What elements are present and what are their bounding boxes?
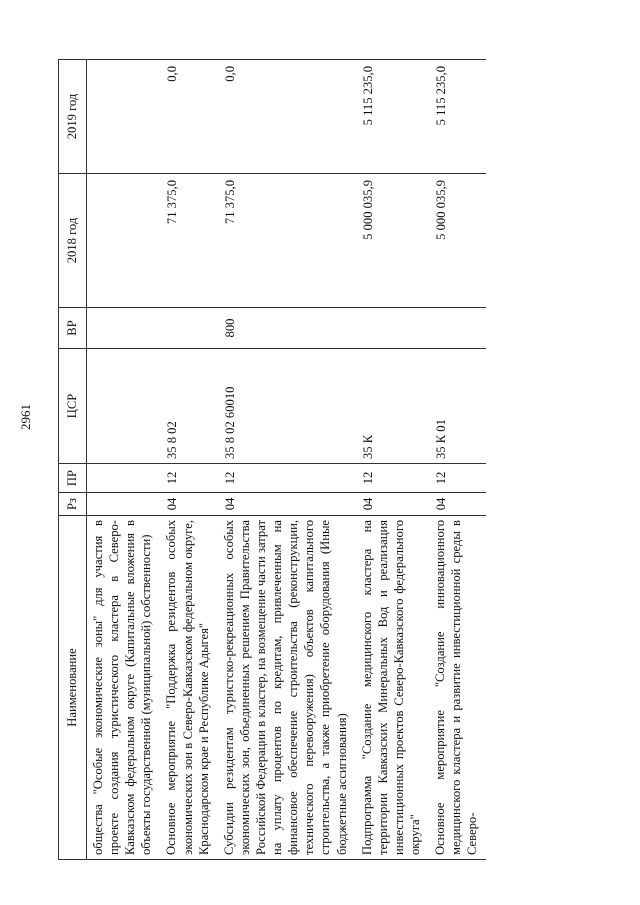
row-csr: 35 8 02 60010 <box>218 349 356 464</box>
row-pr: 12 <box>429 464 486 493</box>
row-rz: 04 <box>356 493 429 516</box>
table-row <box>160 60 217 860</box>
row-name: общества "Особые экономические зоны" для участия в проекте создания туристического кластера в Северо-Кавказском федеральном округе (Капитальные вложения в объекты государственной (муниципальной) собственности) <box>87 516 161 860</box>
row-name: Субсидии резидентам туристско-рекреационных особых экономических зон, объединенных решением Правительства Российской Федерации в кластер, на возмещение части затрат на уплату процентов по кредитам, привлеченным на финансовое обеспечение строительства (реконструкции, технического перевооружения) объектов капитального строительства, а также приобретение оборудования (Иные бюджетные ассигнования) <box>218 516 356 860</box>
row-rz: 04 <box>160 493 217 516</box>
row-name: Подпрограмма "Создание медицинского кластера на территории Кавказских Минеральных Вод и реализация инвестиционных проектов Северо-Кавказского федерального округа" <box>356 516 429 860</box>
row-rz: 04 <box>218 493 356 516</box>
row-2018: 71 375,0 <box>160 174 217 308</box>
rotated-page <box>58 60 598 860</box>
table-row <box>356 60 429 860</box>
row-vr <box>87 308 161 349</box>
row-2019: 0,0 <box>160 60 217 174</box>
row-pr: 12 <box>356 464 429 493</box>
header-pr: ПР <box>59 464 87 493</box>
table-row <box>429 60 486 860</box>
budget-table <box>58 59 486 860</box>
row-vr <box>160 308 217 349</box>
row-2018: 5 000 035,9 <box>429 174 486 308</box>
header-rz: Рз <box>59 493 87 516</box>
header-2018: 2018 год <box>59 174 87 308</box>
row-csr: 35 К <box>356 349 429 464</box>
row-2018: 5 000 035,9 <box>356 174 429 308</box>
row-csr <box>87 349 161 464</box>
header-2019: 2019 год <box>59 60 87 174</box>
table-row <box>87 60 161 860</box>
row-csr: 35 К 01 <box>429 349 486 464</box>
row-vr <box>429 308 486 349</box>
row-vr: 800 <box>218 308 356 349</box>
row-name: Основное мероприятие "Создание инновационного медицинского кластера и развитие инвестиционной среды в Северо- <box>429 516 486 860</box>
page-number: 2961 <box>18 404 33 430</box>
row-pr: 12 <box>218 464 356 493</box>
row-2019: 5 115 235,0 <box>429 60 486 174</box>
row-2019: 0,0 <box>218 60 356 174</box>
row-rz <box>87 493 161 516</box>
row-2018: 71 375,0 <box>218 174 356 308</box>
table-header-row <box>59 60 87 860</box>
row-name: Основное мероприятие "Поддержка резидентов особых экономических зон в Северо-Кавказском федеральном округе, Краснодарском крае и Республике Адыгея" <box>160 516 217 860</box>
row-vr <box>356 308 429 349</box>
header-name: Наименование <box>59 516 87 860</box>
row-pr: 12 <box>160 464 217 493</box>
row-rz: 04 <box>429 493 486 516</box>
row-pr <box>87 464 161 493</box>
table-row <box>218 60 356 860</box>
header-vr: ВР <box>59 308 87 349</box>
header-csr: ЦСР <box>59 349 87 464</box>
row-2018 <box>87 174 161 308</box>
row-2019 <box>87 60 161 174</box>
row-2019: 5 115 235,0 <box>356 60 429 174</box>
row-csr: 35 8 02 <box>160 349 217 464</box>
